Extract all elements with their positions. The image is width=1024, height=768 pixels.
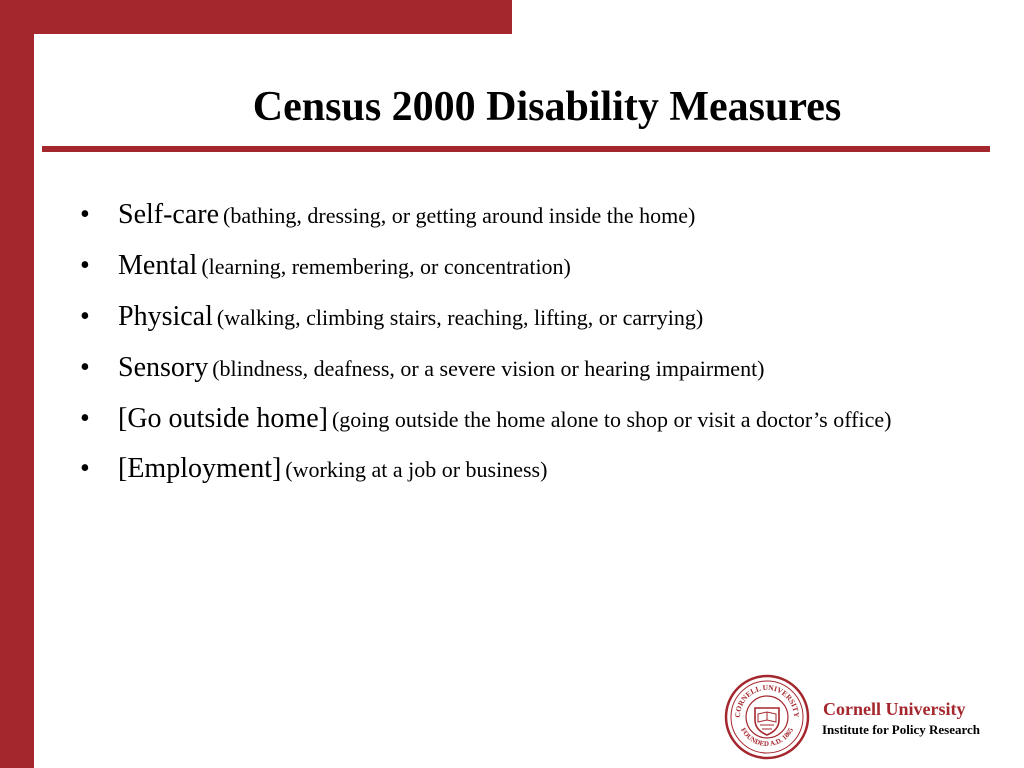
bullet-icon: • <box>80 352 90 383</box>
list-item <box>80 196 960 235</box>
bullet-icon: • <box>80 453 90 484</box>
list-item <box>80 349 960 388</box>
bullet-term: Self-care <box>118 199 220 230</box>
slide-title: Census 2000 Disability Measures <box>252 84 842 130</box>
bullet-term: Mental <box>118 250 198 281</box>
bullet-list <box>80 196 960 501</box>
list-item <box>80 400 960 438</box>
bullet-description: (bathing, dressing, or getting around inside the home) <box>223 203 696 228</box>
title-divider <box>42 146 990 152</box>
bullet-term: Physical <box>118 301 213 332</box>
svg-text:FOUNDED A.D. 1865: FOUNDED A.D. 1865 <box>738 726 796 749</box>
bullet-term: [Employment] <box>118 453 282 484</box>
list-item <box>80 450 960 489</box>
top-accent-bar <box>0 0 512 34</box>
bullet-icon: • <box>80 250 90 281</box>
list-item <box>80 298 960 337</box>
bullet-description: (walking, climbing stairs, reaching, lifting, or carrying) <box>216 305 704 330</box>
svg-text:CORNELL UNIVERSITY: CORNELL UNIVERSITY <box>732 682 802 718</box>
cornell-seal-icon <box>724 674 810 760</box>
bullet-description: (learning, remembering, or concentration) <box>201 254 571 279</box>
left-accent-bar <box>0 0 34 768</box>
brand-subtitle: Institute for Policy Research <box>822 722 981 737</box>
bullet-icon: • <box>80 301 90 332</box>
bullet-description: (going outside the home alone to shop or visit a doctor’s office) <box>331 407 892 432</box>
bullet-icon: • <box>80 403 90 434</box>
bullet-description: (blindness, deafness, or a severe vision or hearing impairment) <box>212 356 765 381</box>
list-item <box>80 247 960 286</box>
bullet-icon: • <box>80 199 90 230</box>
footer-branding <box>724 674 1014 764</box>
bullet-term: Sensory <box>118 352 209 383</box>
bullet-term: [Go outside home] <box>118 403 328 434</box>
brand-name: Cornell University <box>823 699 966 719</box>
bullet-description: (working at a job or business) <box>285 457 548 482</box>
